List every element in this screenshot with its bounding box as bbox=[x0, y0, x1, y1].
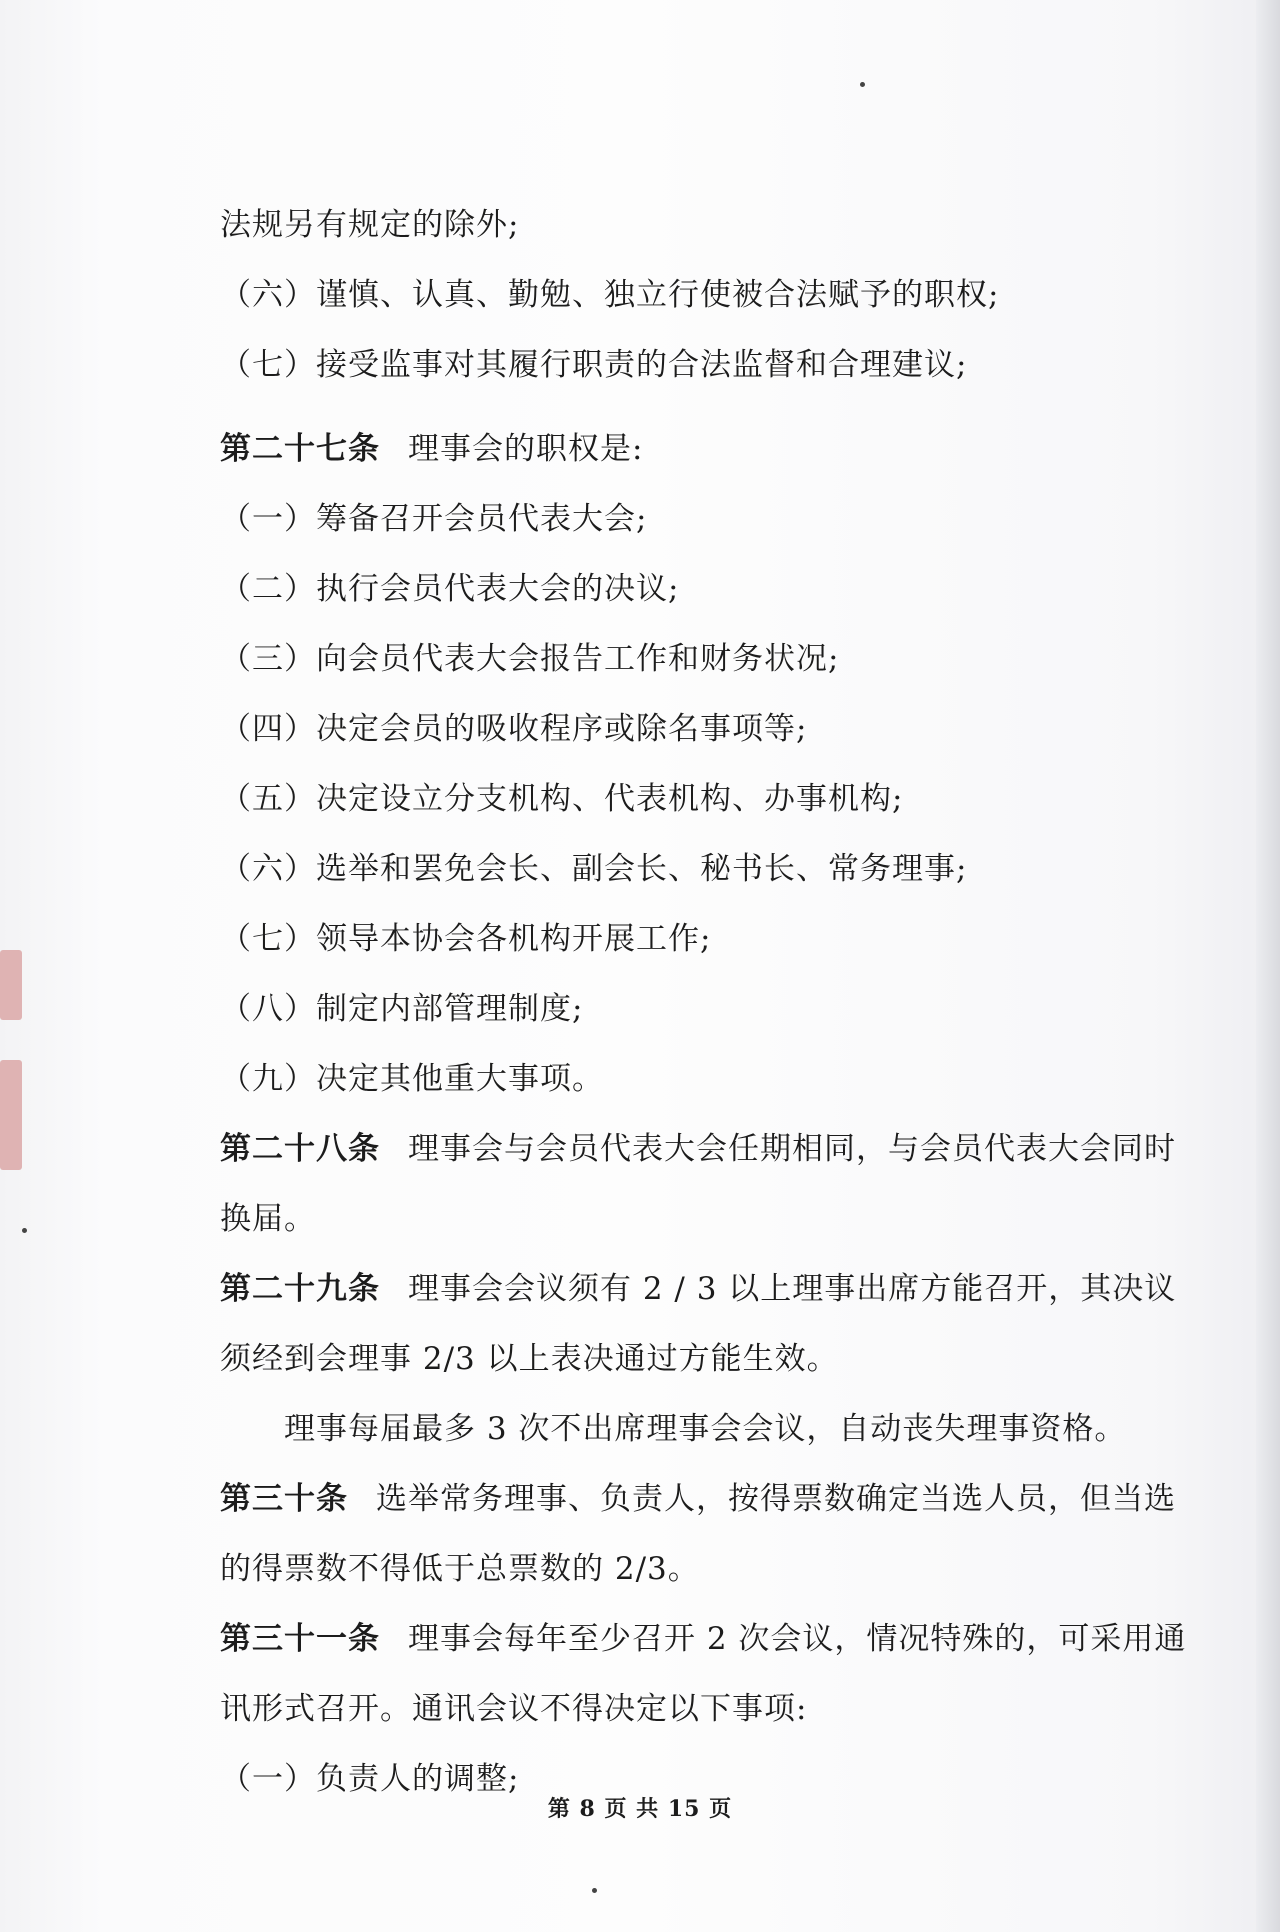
text-line bbox=[220, 330, 1180, 400]
article-line bbox=[220, 1114, 1180, 1184]
line-text: （三）向会员代表大会报告工作和财务状况; bbox=[220, 641, 840, 677]
text-line bbox=[220, 764, 1180, 834]
line-text: （五）决定设立分支机构、代表机构、办事机构; bbox=[220, 781, 904, 817]
line-text: （六）谨慎、认真、勤勉、独立行使被合法赋予的职权; bbox=[220, 277, 1000, 313]
line-text: （七）领导本协会各机构开展工作; bbox=[220, 921, 712, 957]
text-line bbox=[220, 554, 1180, 624]
line-text: 理事会会议须有 2 / 3 以上理事出席方能召开，其决议 bbox=[408, 1271, 1177, 1307]
line-text: （九）决定其他重大事项。 bbox=[220, 1061, 604, 1097]
line-text: （六）选举和罢免会长、副会长、秘书长、常务理事; bbox=[220, 851, 968, 887]
paragraph-line bbox=[220, 1394, 1180, 1464]
text-line bbox=[220, 624, 1180, 694]
line-text: （七）接受监事对其履行职责的合法监督和合理建议; bbox=[220, 347, 968, 383]
text-line bbox=[220, 1184, 1180, 1254]
text-line bbox=[220, 1324, 1180, 1394]
line-text: 选举常务理事、负责人，按得票数确定当选人员，但当选 bbox=[376, 1481, 1176, 1517]
line-text: （一）筹备召开会员代表大会; bbox=[220, 501, 648, 537]
line-text: 须经到会理事 2/3 以上表决通过方能生效。 bbox=[220, 1341, 839, 1377]
line-text: 法规另有规定的除外; bbox=[220, 207, 520, 243]
page-edge-shadow bbox=[1256, 0, 1280, 1932]
article-heading: 第二十八条 bbox=[220, 1131, 380, 1167]
article-heading: 第二十七条 bbox=[220, 431, 380, 467]
article-heading: 第三十条 bbox=[220, 1481, 348, 1517]
line-text: 理事会每年至少召开 2 次会议，情况特殊的，可采用通 bbox=[408, 1621, 1187, 1657]
line-text: 理事会与会员代表大会任期相同，与会员代表大会同时 bbox=[408, 1131, 1176, 1167]
line-text: 讯形式召开。通讯会议不得决定以下事项: bbox=[220, 1691, 808, 1727]
paper-speck bbox=[860, 82, 865, 87]
text-line bbox=[220, 904, 1180, 974]
line-text: （二）执行会员代表大会的决议; bbox=[220, 571, 680, 607]
article-line bbox=[220, 1604, 1187, 1674]
line-text: 的得票数不得低于总票数的 2/3。 bbox=[220, 1551, 700, 1587]
paper-speck bbox=[22, 1228, 27, 1233]
article-line bbox=[220, 1464, 1180, 1534]
line-text: （四）决定会员的吸收程序或除名事项等; bbox=[220, 711, 808, 747]
text-line bbox=[220, 260, 1180, 330]
line-text: 理事会的职权是: bbox=[408, 431, 644, 467]
line-text: 换届。 bbox=[220, 1201, 316, 1237]
page-number-footer: 第 8 页 共 15 页 bbox=[547, 1796, 733, 1822]
text-line bbox=[220, 1674, 1180, 1744]
line-text: 理事每届最多 3 次不出席理事会会议，自动丧失理事资格。 bbox=[284, 1411, 1127, 1447]
red-stamp-fragment bbox=[0, 950, 22, 1020]
text-line bbox=[220, 1044, 1180, 1114]
line-text: （一）负责人的调整; bbox=[220, 1761, 520, 1797]
article-line bbox=[220, 1254, 1180, 1324]
article-heading: 第二十九条 bbox=[220, 1271, 380, 1307]
text-line bbox=[220, 694, 1180, 764]
article-heading: 第三十一条 bbox=[220, 1621, 380, 1657]
line-text: （八）制定内部管理制度; bbox=[220, 991, 584, 1027]
article-line bbox=[220, 414, 1180, 484]
red-stamp-fragment bbox=[0, 1060, 22, 1170]
text-line bbox=[220, 974, 1180, 1044]
text-line bbox=[220, 1534, 1180, 1604]
text-line bbox=[220, 834, 1180, 904]
text-line bbox=[220, 190, 1180, 260]
document-body bbox=[220, 190, 1187, 1814]
paper-speck bbox=[592, 1888, 597, 1893]
text-line bbox=[220, 484, 1180, 554]
